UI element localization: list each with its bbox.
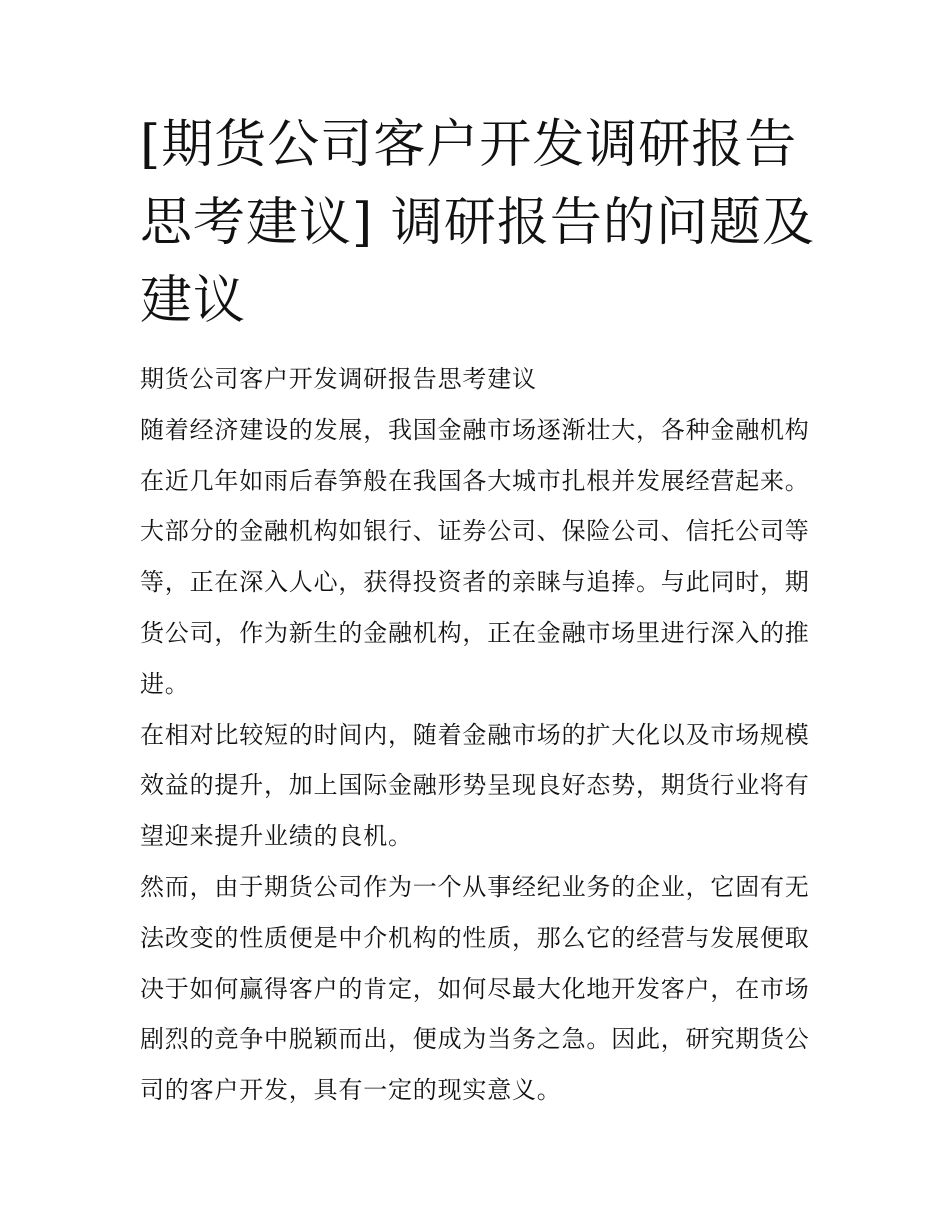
document-title: [期货公司客户开发调研报告思考建议] 调研报告的问题及建议 xyxy=(140,115,815,331)
paragraph: 然而，由于期货公司作为一个从事经纪业务的企业，它固有无法改变的性质便是中介机构的性质，那么它的经营与发展便取决于如何赢得客户的肯定，如何尽最大化地开发客户，在市场剧烈的竞争中脱颖而出，便成为当务之急。因此，研究期货公司的客户开发，具有一定的现实意义。 xyxy=(140,872,810,1105)
document-subtitle: 期货公司客户开发调研报告思考建议 xyxy=(140,365,537,393)
paragraph: 随着经济建设的发展，我国金融市场逐渐壮大，各种金融机构在近几年如雨后春笋般在我国各大城市扎根并发展经营起来。大部分的金融机构如银行、证券公司、保险公司、信托公司等等，正在深入人心，获得投资者的亲睐与追捧。与此同时，期货公司，作为新生的金融机构，正在金融市场里进行深入的推进。 xyxy=(140,415,810,698)
paragraph: 在相对比较短的时间内，随着金融市场的扩大化以及市场规模效益的提升，加上国际金融形势呈现良好态势，期货行业将有望迎来提升业绩的良机。 xyxy=(140,720,810,851)
document-body xyxy=(140,354,812,1116)
